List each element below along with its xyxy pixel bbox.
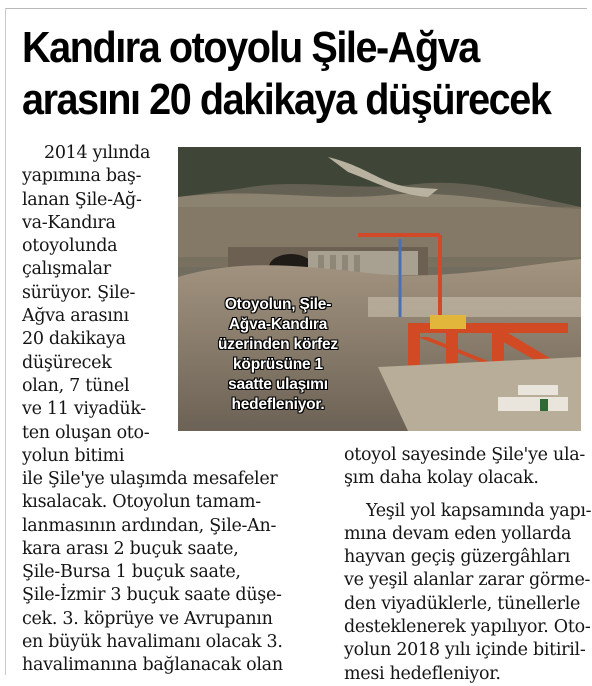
text-line: şım daha kolay olacak.	[344, 468, 539, 489]
text-line: otoyolunda	[22, 236, 118, 257]
text-line: 20 dakikaya	[22, 329, 126, 350]
text-line: çalışmalar	[22, 259, 111, 280]
intro-wrapped-text	[22, 142, 170, 468]
caption-line: köprüsüne 1	[233, 356, 323, 373]
text-line: Şile-İzmir 3 buçuk saate düşe-	[22, 585, 282, 606]
text-line: lanan Şile-Ağ-	[22, 189, 142, 210]
text-line: desteklenerek yapılıyor. Oto-	[344, 617, 591, 638]
construction-photo	[178, 147, 581, 431]
body-column-left	[22, 468, 312, 678]
text-line: Ağva arasını	[22, 306, 129, 327]
caption-line: Ağva-Kandıra	[228, 316, 328, 333]
text-line: sürüyor. Şile-	[22, 282, 136, 303]
text-line: ten oluşan oto-	[22, 422, 150, 443]
text-line: otoyol sayesinde Şile'ye ula-	[344, 445, 585, 465]
text-line: olan, 7 tünel	[22, 375, 130, 396]
caption-line: Otoyolun, Şile-	[224, 296, 332, 313]
headline-line: arasını 20 dakikaya düşürecek	[22, 75, 551, 124]
text-line: mesi hedefleniyor.	[344, 663, 501, 684]
text-line: düşürecek	[22, 352, 112, 373]
text-line: yapımına baş-	[22, 166, 142, 187]
text-line: kısalacak. Otoyolun tamam-	[22, 492, 261, 513]
text-line: yolun 2018 yılı içinde bitiril-	[344, 640, 586, 661]
text-line: Şile-Bursa 1 buçuk saate,	[22, 562, 241, 583]
text-line: den viyadüklerle, tünellerle	[344, 593, 581, 614]
clipping-left-rule	[5, 8, 6, 675]
text-line: lanmasının ardından, Şile-An-	[22, 515, 277, 536]
text-line: ve 11 viyadük-	[22, 399, 146, 420]
text-line: ile Şile'ye ulaşımda mesafeler	[22, 469, 278, 489]
caption-line: üzerinden körfez	[218, 336, 338, 353]
text-line: en büyük havalimanı olacak 3.	[22, 632, 283, 653]
headline	[22, 22, 551, 126]
text-line: hayvan geçiş güzergâhları	[344, 547, 571, 568]
caption-line: hedefleniyor.	[231, 396, 325, 413]
text-line: Yeşil yol kapsamında yapı-	[366, 500, 592, 521]
text-line: kara arası 2 buçuk saate,	[22, 538, 239, 559]
text-line: va-Kandıra	[22, 212, 116, 233]
caption-line: saatte ulaşımı	[228, 376, 328, 393]
body-column-right	[344, 444, 592, 686]
photo-caption	[188, 295, 368, 415]
text-line: havalimanına bağlanacak olan	[22, 655, 283, 676]
text-line: mına devam eden yollarda	[344, 523, 572, 544]
text-line: ve yeşil alanlar zarar görme-	[344, 570, 591, 591]
clipping-top-rule	[5, 8, 587, 9]
text-line: 2014 yılında	[44, 143, 151, 163]
headline-line: Kandıra otoyolu Şile-Ağva	[22, 23, 479, 72]
text-line: cek. 3. köprüye ve Avrupanın	[22, 608, 273, 629]
text-line: yolun bitimi	[22, 445, 125, 466]
